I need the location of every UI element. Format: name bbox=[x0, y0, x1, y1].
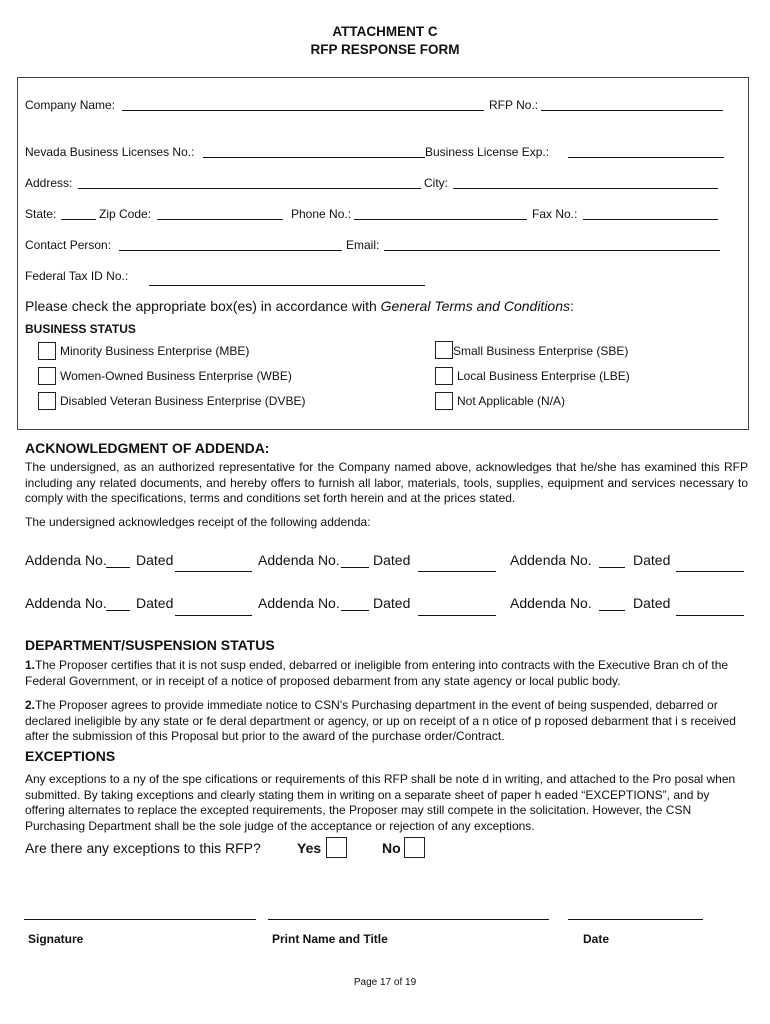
addenda-no-field[interactable] bbox=[341, 610, 369, 611]
email-field[interactable] bbox=[384, 250, 720, 251]
exceptions-no-checkbox[interactable] bbox=[404, 837, 425, 858]
rfp-no-field[interactable] bbox=[541, 110, 723, 111]
addenda-no-field[interactable] bbox=[106, 610, 130, 611]
nv-license-field[interactable] bbox=[203, 157, 425, 158]
dvbe-checkbox[interactable] bbox=[38, 392, 56, 410]
phone-field[interactable] bbox=[354, 219, 527, 220]
wbe-checkbox[interactable] bbox=[38, 367, 56, 385]
form-heading-title: RFP RESPONSE FORM bbox=[310, 42, 460, 57]
exceptions-question: Are there any exceptions to this RFP? bbox=[25, 840, 261, 856]
lbe-label: Local Business Enterprise (LBE) bbox=[457, 369, 630, 383]
dated-label: Dated bbox=[136, 595, 174, 611]
addenda-no-field[interactable] bbox=[106, 567, 130, 568]
addenda-label: Addenda No. bbox=[25, 595, 107, 611]
addenda-receipt-text: The undersigned acknowledges receipt of the following addenda: bbox=[25, 515, 371, 529]
addenda-label: Addenda No. bbox=[258, 595, 340, 611]
sbe-label: Small Business Enterprise (SBE) bbox=[453, 344, 629, 358]
page-number: Page 17 of 19 bbox=[353, 977, 417, 988]
exceptions-yes-checkbox[interactable] bbox=[326, 837, 347, 858]
dated-label: Dated bbox=[633, 595, 671, 611]
addenda-no-field[interactable] bbox=[341, 567, 369, 568]
zip-label: Zip Code: bbox=[99, 207, 152, 221]
dated-field[interactable] bbox=[676, 571, 744, 572]
addenda-label: Addenda No. bbox=[510, 552, 592, 568]
print-name-label: Print Name and Title bbox=[272, 932, 388, 946]
addenda-no-field[interactable] bbox=[599, 610, 625, 611]
state-label: State: bbox=[25, 207, 57, 221]
no-label: No bbox=[382, 840, 401, 856]
dated-field[interactable] bbox=[175, 571, 252, 572]
dated-label: Dated bbox=[633, 552, 671, 568]
dated-field[interactable] bbox=[418, 615, 496, 616]
business-status-title: BUSINESS STATUS bbox=[25, 322, 136, 336]
contact-person-field[interactable] bbox=[119, 250, 342, 251]
email-label: Email: bbox=[346, 238, 380, 252]
form-heading-attachment: ATTACHMENT C bbox=[332, 24, 438, 39]
dated-label: Dated bbox=[373, 595, 411, 611]
mbe-checkbox[interactable] bbox=[38, 342, 56, 360]
rfp-no-label: RFP No.: bbox=[489, 98, 539, 112]
date-field[interactable] bbox=[568, 919, 703, 920]
print-name-field[interactable] bbox=[268, 919, 549, 920]
dated-field[interactable] bbox=[418, 571, 496, 572]
department-paragraph-1: 1.The Proposer certifies that it is not susp ended, debarred or ineligible from entering into contracts with the Executive Bran ch of the Federal Government, or in receipt of a notice of proposed debarment from any state agency or local public body. bbox=[25, 658, 729, 688]
signature-field[interactable] bbox=[24, 919, 256, 920]
tax-id-field[interactable] bbox=[149, 285, 425, 286]
nv-license-label: Nevada Business Licenses No.: bbox=[25, 145, 195, 159]
license-exp-field[interactable] bbox=[568, 157, 724, 158]
dated-label: Dated bbox=[373, 552, 411, 568]
dated-field[interactable] bbox=[175, 615, 252, 616]
city-label: City: bbox=[424, 176, 448, 190]
address-field[interactable] bbox=[78, 188, 421, 189]
acknowledgment-paragraph: The undersigned, as an authorized representative for the Company named above, acknowledges that he/she has examined this RFP including any related documents, and hereby offers to furnish all labor, materials, tools, supplies, equipment and services necessary to comply with the specifications, terms and conditions set forth herein and at the prices stated. bbox=[25, 460, 748, 505]
na-checkbox[interactable] bbox=[435, 392, 453, 410]
check-instruction: Please check the appropriate box(es) in accordance with General Terms and Conditions: bbox=[25, 298, 574, 314]
wbe-label: Women-Owned Business Enterprise (WBE) bbox=[60, 369, 292, 383]
fax-field[interactable] bbox=[583, 219, 718, 220]
fax-label: Fax No.: bbox=[532, 207, 578, 221]
addenda-label: Addenda No. bbox=[258, 552, 340, 568]
contact-person-label: Contact Person: bbox=[25, 238, 112, 252]
addenda-no-field[interactable] bbox=[599, 567, 625, 568]
dated-field[interactable] bbox=[676, 615, 744, 616]
yes-label: Yes bbox=[297, 840, 322, 856]
na-label: Not Applicable (N/A) bbox=[457, 394, 566, 408]
exceptions-paragraph: Any exceptions to a ny of the spe cifications or requirements of this RFP shall be note d in writing, and attached to the Pro posal when submitted. By taking exceptions and clearly stating them in writing on a separate sheet of paper h eaded “EXCEPTIONS”, and by offering alternates to replace the excepted requirements, the Proposer may still compete in the solicitation. However, the CSN Purchasing Department shall be the sole judge of the acceptance or rejection of any exceptions. bbox=[25, 772, 736, 833]
state-field[interactable] bbox=[61, 219, 96, 220]
mbe-label: Minority Business Enterprise (MBE) bbox=[60, 344, 250, 358]
license-exp-label: Business License Exp.: bbox=[425, 145, 550, 159]
department-title: DEPARTMENT/SUSPENSION STATUS bbox=[25, 637, 275, 653]
zip-field[interactable] bbox=[157, 219, 283, 220]
date-label: Date bbox=[583, 932, 610, 946]
signature-label: Signature bbox=[28, 932, 84, 946]
department-paragraph-2: 2.The Proposer agrees to provide immediate notice to CSN's Purchasing department in the event of being suspended, debarred or declared ineligible by any state or fe deral department or agency, or up on receipt of a n otice of p roposed debarment that i s received after the submission of this Proposal but prior to the award of the purchase order/Contract. bbox=[25, 698, 736, 743]
addenda-label: Addenda No. bbox=[510, 595, 592, 611]
company-name-label: Company Name: bbox=[25, 98, 116, 112]
address-label: Address: bbox=[25, 176, 73, 190]
sbe-checkbox[interactable] bbox=[435, 341, 453, 359]
city-field[interactable] bbox=[453, 188, 718, 189]
tax-id-label: Federal Tax ID No.: bbox=[25, 269, 129, 283]
phone-label: Phone No.: bbox=[291, 207, 352, 221]
exceptions-title: EXCEPTIONS bbox=[25, 748, 116, 764]
addenda-label: Addenda No. bbox=[25, 552, 107, 568]
dated-label: Dated bbox=[136, 552, 174, 568]
lbe-checkbox[interactable] bbox=[435, 367, 453, 385]
company-name-field[interactable] bbox=[122, 110, 484, 111]
dvbe-label: Disabled Veteran Business Enterprise (DVBE) bbox=[60, 394, 306, 408]
acknowledgment-title: ACKNOWLEDGMENT OF ADDENDA: bbox=[25, 440, 270, 456]
